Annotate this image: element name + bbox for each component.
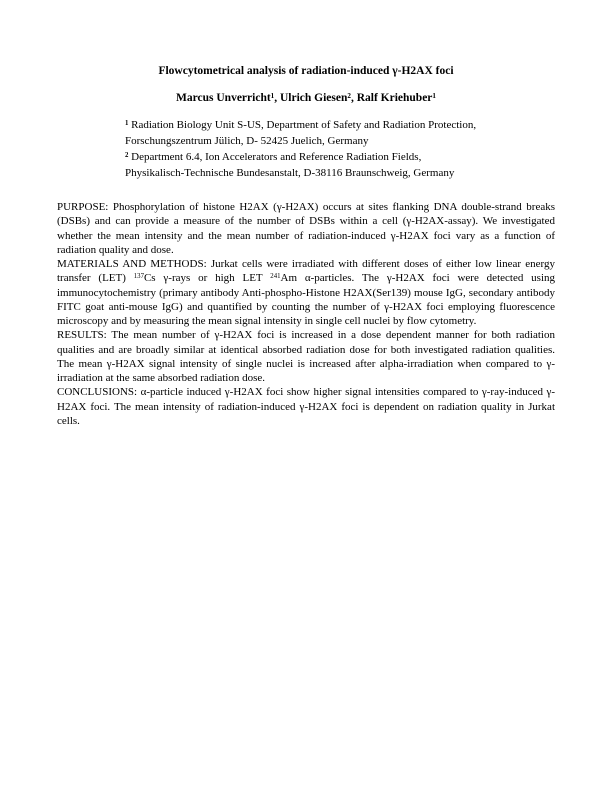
text-segment: RESULTS: The mean number of γ-H2AX foci is increased in a dose dependent manner for both radiation qualities and are broadly similar at identical absorbed radiation dose for both investigated radiation qualities. The mean γ-H2AX signal intensity of single nuclei is increased after alpha-irradiation when compared to γ-irradiation at the same absorbed radiation dose. xyxy=(57,329,555,384)
page-content xyxy=(57,0,555,428)
isotope-superscript: 137 xyxy=(133,273,144,281)
abstract-body xyxy=(57,200,555,428)
author-affiliation-superscript: 2 xyxy=(347,91,351,100)
abstract-section-results xyxy=(57,328,555,385)
abstract-section-materials-and-methods xyxy=(57,257,555,328)
abstract-section-conclusions xyxy=(57,385,555,428)
affiliation-item xyxy=(125,149,555,181)
text-segment: Cs γ-rays or high LET xyxy=(143,272,271,285)
abstract-section-purpose xyxy=(57,200,555,257)
paper-title: Flowcytometrical analysis of radiation-induced γ-H2AX foci xyxy=(158,65,454,77)
text-segment: , Ulrich Giesen xyxy=(274,92,348,104)
affiliation-line: Physikalisch-Technische Bundesanstalt, D-38116 Braunschweig, Germany xyxy=(125,167,455,179)
affiliation-line: $^2$ Department 6.4, Ion Accelerators and Reference Radiation Fields, xyxy=(125,151,422,163)
text-segment: CONCLUSIONS: α-particle induced γ-H2AX foci show higher signal intensities compared to γ-ray-induced γ-H2AX foci. The mean intensity of radiation-induced γ-H2AX foci is dependent on radiation quality in Jurkat cells. xyxy=(57,386,555,427)
affiliation-marker: 2 xyxy=(125,151,129,159)
isotope-superscript: 241 xyxy=(270,273,281,281)
author-line xyxy=(57,91,555,105)
text-segment: MATERIALS AND METHODS: Jurkat cells were irradiated with different doses of either low linear energy transfer (LET) xyxy=(57,258,555,285)
affiliation-marker: 1 xyxy=(125,119,129,127)
author-affiliation-superscript: 1 xyxy=(270,91,275,100)
author-affiliation-superscript: 1 xyxy=(432,91,436,100)
affiliations xyxy=(125,117,555,181)
affiliation-item xyxy=(125,117,555,149)
affiliation-line: Forschungszentrum Jülich, D- 52425 Juelich, Germany xyxy=(125,135,369,147)
text-segment: PURPOSE: Phosphorylation of histone H2AX (γ-H2AX) occurs at sites flanking DNA double-strand breaks (DSBs) and can provide a measure of the number of DSBs within a cell (γ-H2AX-assay). We investigated whether the mean intensity and the mean number of radiation-induced γ-H2AX foci vary as a function of radiation quality and dose. xyxy=(57,201,555,256)
text-segment: , Ralf Kriehuber xyxy=(350,92,433,104)
affiliation-line: $^1$ Radiation Biology Unit S-US, Department of Safety and Radiation Protection, xyxy=(125,119,477,131)
text-segment: Marcus Unverricht xyxy=(176,92,271,104)
text-segment: Am α-particles. The γ-H2AX foci were detected using immunocytochemistry (primary antibody Anti-phospho-Histone H2AX(Ser139) mouse IgG, secondary antibody FITC goat anti-mouse IgG) and quantified by counting the number of γ-H2AX foci employing fluorescence microscopy and by measuring the mean signal intensity in single cell nuclei by flow cytometry. xyxy=(57,272,555,327)
